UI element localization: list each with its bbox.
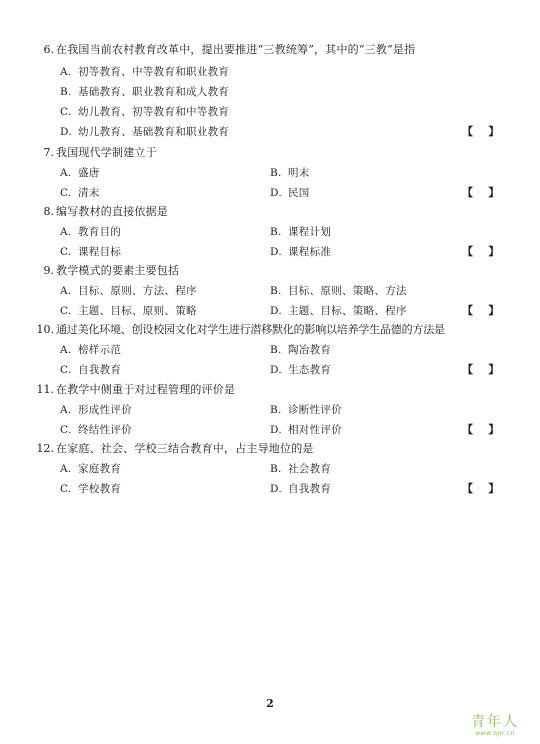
option-text: 诊断性评价 <box>288 404 342 416</box>
option-text: 目标、原则、策略、方法 <box>288 285 407 297</box>
option-text: 明末 <box>288 167 310 179</box>
option-letter: D. <box>270 364 282 376</box>
option-text: 榜样示范 <box>78 344 122 356</box>
option-text: 终结性评价 <box>78 424 132 436</box>
option-d <box>270 422 342 438</box>
option-letter: D. <box>60 126 72 138</box>
option-letter: A. <box>60 463 72 475</box>
option-a <box>60 461 121 477</box>
option-letter: B. <box>270 463 282 475</box>
option-text: 课程计划 <box>288 226 332 238</box>
question-stem: 编写教材的直接依据是 <box>56 205 168 218</box>
option-letter: C. <box>60 187 72 199</box>
question-number: 8. <box>43 205 54 218</box>
option-c <box>60 481 121 497</box>
option-letter: B. <box>270 344 282 356</box>
option-letter: C. <box>60 106 72 118</box>
option-letter: A. <box>60 66 72 78</box>
option-c <box>60 422 132 438</box>
option-a <box>60 165 100 181</box>
option-b <box>270 224 331 240</box>
question-number: 9. <box>43 264 54 277</box>
question-stem: 在家庭、社会、学校三结合教育中，占主导地位的是 <box>56 442 314 455</box>
option-b <box>60 84 229 100</box>
question-stem: 在教学中侧重于对过程管理的评价是 <box>56 383 236 396</box>
option-b <box>270 165 310 181</box>
option-a <box>60 64 229 80</box>
answer-bracket: 【 】 <box>462 482 500 495</box>
question-stem: 通过美化环境、创设校园文化对学生进行潜移默化的影响以培养学生品德的方法是 <box>56 323 445 336</box>
question-stem: 教学模式的要素主要包括 <box>56 264 180 277</box>
option-text: 清末 <box>78 187 100 199</box>
option-letter: A. <box>60 226 72 238</box>
option-text: 主题、目标、原则、策略 <box>78 305 197 317</box>
option-letter: D. <box>270 424 282 436</box>
option-letter: D. <box>270 187 282 199</box>
option-text: 初等教育、中等教育和职业教育 <box>78 66 230 78</box>
option-b <box>270 342 331 358</box>
option-text: 课程标准 <box>288 246 332 258</box>
option-text: 教育目的 <box>78 226 122 238</box>
answer-bracket: 【 】 <box>462 304 500 317</box>
option-d <box>270 244 331 260</box>
answer-bracket: 【 】 <box>462 363 500 376</box>
option-d <box>270 303 407 319</box>
option-text: 陶冶教育 <box>288 344 332 356</box>
option-c <box>60 185 100 201</box>
option-letter: B. <box>270 285 282 297</box>
question-number: 11. <box>36 383 54 396</box>
option-letter: C. <box>60 364 72 376</box>
option-letter: C. <box>60 483 72 495</box>
option-letter: B. <box>60 86 72 98</box>
option-c <box>60 104 229 120</box>
option-a <box>60 342 121 358</box>
option-letter: A. <box>60 167 72 179</box>
option-letter: D. <box>270 246 282 258</box>
option-letter: C. <box>60 424 72 436</box>
option-letter: C. <box>60 305 72 317</box>
option-text: 幼儿教育、初等教育和中等教育 <box>78 106 230 118</box>
option-b <box>270 402 342 418</box>
option-text: 生态教育 <box>288 364 332 376</box>
option-text: 盛唐 <box>78 167 100 179</box>
question-number: 7. <box>43 146 54 159</box>
option-d <box>270 185 310 201</box>
option-text: 相对性评价 <box>288 424 342 436</box>
option-text: 民国 <box>288 187 310 199</box>
option-letter: A. <box>60 404 72 416</box>
option-text: 课程目标 <box>78 246 122 258</box>
option-text: 自我教育 <box>288 483 332 495</box>
page-number: 2 <box>266 697 274 710</box>
option-c <box>60 244 121 260</box>
option-c <box>60 303 197 319</box>
option-a <box>60 224 121 240</box>
watermark-sub-text: www.qnr.cn <box>475 730 515 737</box>
option-text: 社会教育 <box>288 463 332 475</box>
option-letter: D. <box>270 305 282 317</box>
option-letter: B. <box>270 167 282 179</box>
option-text: 形成性评价 <box>78 404 132 416</box>
question-stem: 在我国当前农村教育改革中，提出要推进“三教统筹”，其中的“三教”是指 <box>56 43 416 56</box>
option-d <box>270 481 331 497</box>
option-c <box>60 362 121 378</box>
option-text: 幼儿教育、基础教育和职业教育 <box>78 126 230 138</box>
option-letter: A. <box>60 285 72 297</box>
watermark-logo <box>460 714 530 738</box>
option-text: 家庭教育 <box>78 463 122 475</box>
option-text: 主题、目标、策略、程序 <box>288 305 407 317</box>
option-letter: C. <box>60 246 72 258</box>
option-b <box>270 283 407 299</box>
answer-bracket: 【 】 <box>462 423 500 436</box>
answer-bracket: 【 】 <box>462 245 500 258</box>
answer-bracket: 【 】 <box>462 125 500 138</box>
question-number: 6. <box>43 43 54 56</box>
question-number: 10. <box>36 323 54 336</box>
option-text: 目标、原则、方法、程序 <box>78 285 197 297</box>
option-letter: D. <box>270 483 282 495</box>
option-letter: B. <box>270 226 282 238</box>
option-text: 自我教育 <box>78 364 122 376</box>
option-a <box>60 283 197 299</box>
option-a <box>60 402 132 418</box>
option-text: 学校教育 <box>78 483 122 495</box>
option-d <box>270 362 331 378</box>
option-letter: A. <box>60 344 72 356</box>
answer-bracket: 【 】 <box>462 186 500 199</box>
question-stem: 我国现代学制建立于 <box>56 146 157 159</box>
option-d <box>60 124 229 140</box>
question-number: 12. <box>36 442 54 455</box>
option-text: 基础教育、职业教育和成人教育 <box>78 86 230 98</box>
option-b <box>270 461 331 477</box>
option-letter: B. <box>270 404 282 416</box>
watermark-main-text: 青年人 <box>471 714 519 730</box>
